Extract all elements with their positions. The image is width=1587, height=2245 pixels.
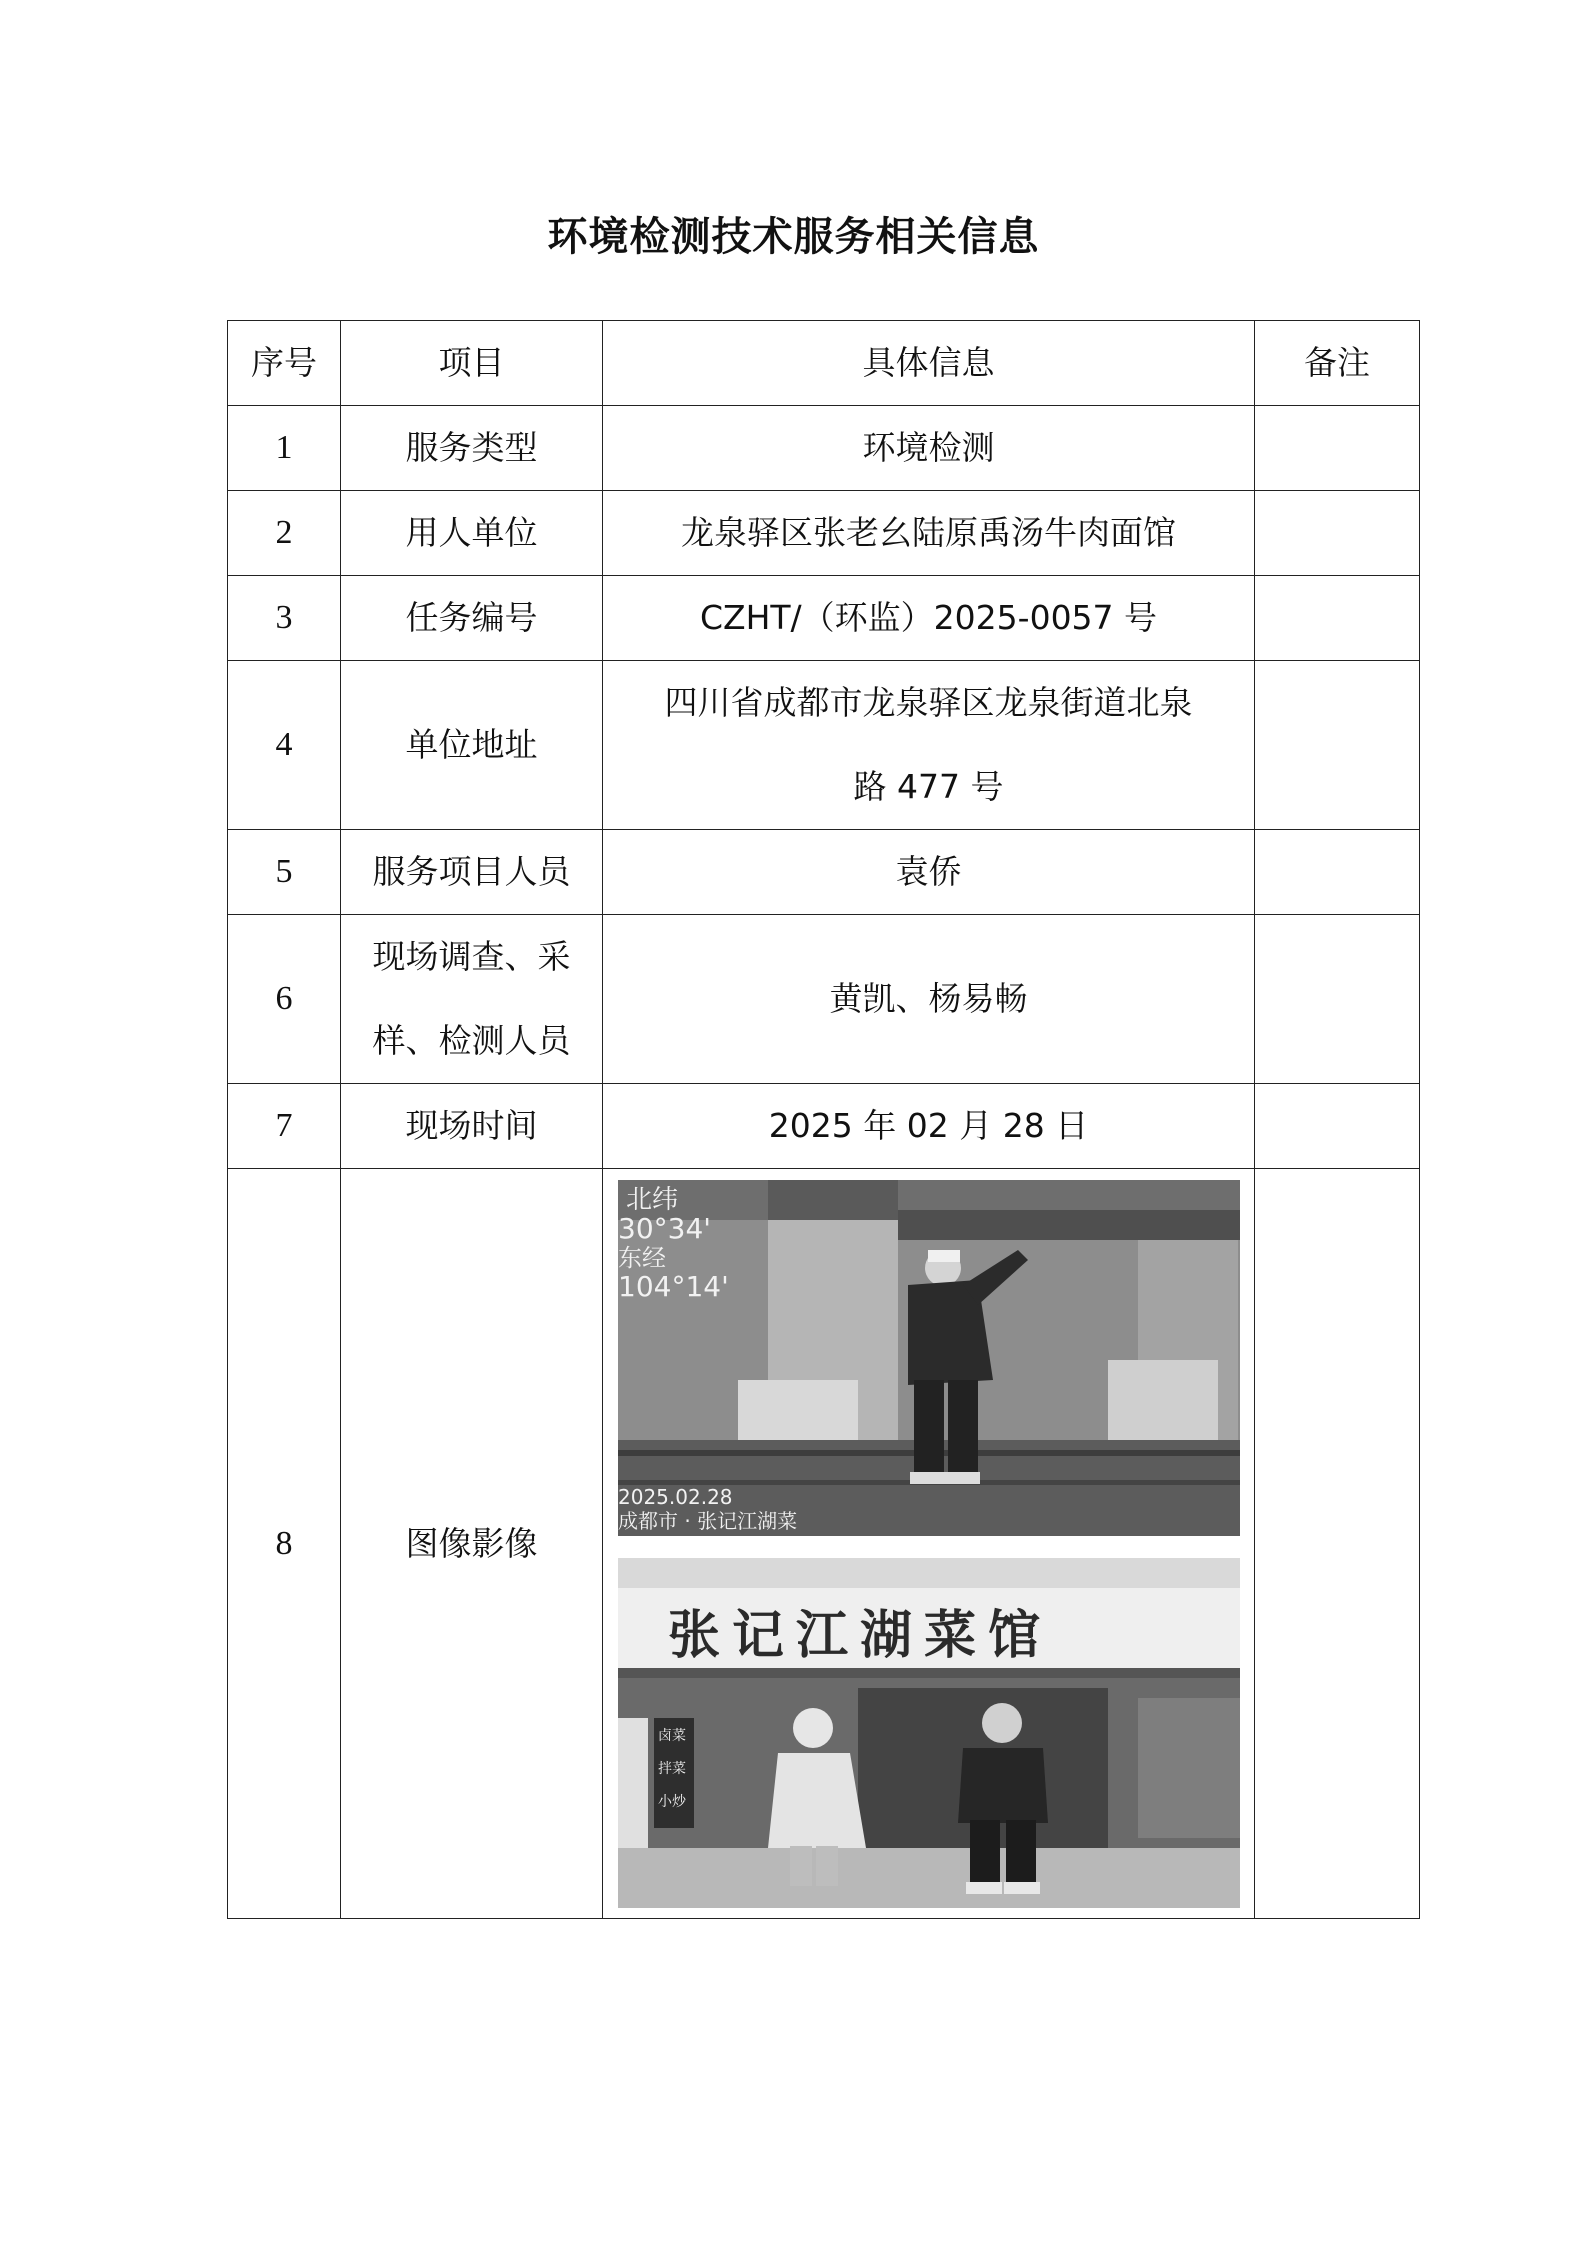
row-note: [1255, 915, 1420, 1084]
header-seq: 序号: [228, 321, 341, 406]
row-item: 单位地址: [341, 661, 603, 830]
row-item: [341, 915, 603, 1084]
side-sign-2: 拌菜: [657, 1760, 686, 1777]
overlay-lat-label: 北纬: [625, 1184, 678, 1215]
table-row: [228, 491, 1420, 576]
table-row: [228, 406, 1420, 491]
item-line-1: 现场调查、采: [372, 937, 571, 976]
table-row: [228, 1169, 1420, 1919]
row-detail: 龙泉驿区张老幺陆原禹汤牛肉面馆: [603, 491, 1255, 576]
row-detail: 环境检测: [603, 406, 1255, 491]
row-detail: 2025 年 02 月 28 日: [603, 1084, 1255, 1169]
row-note: [1255, 1169, 1420, 1919]
row-note: [1255, 576, 1420, 661]
row-seq: 4: [228, 661, 341, 830]
row-seq: 1: [228, 406, 341, 491]
side-sign-1: 卤菜: [657, 1727, 686, 1744]
row-note: [1255, 661, 1420, 830]
header-note: 备注: [1255, 321, 1420, 406]
table-row: [228, 661, 1420, 830]
side-sign-3: 小炒: [657, 1793, 686, 1810]
info-table: [227, 320, 1420, 1919]
row-detail-photos: [603, 1169, 1255, 1919]
sampling-photo: [618, 1180, 1240, 1536]
row-note: [1255, 830, 1420, 915]
address-line-2: 路 477 号: [853, 767, 1004, 806]
storefront-sign: 张记江湖菜馆: [667, 1605, 1052, 1666]
table-header-row: [228, 321, 1420, 406]
storefront-photo-graphic: [618, 1558, 1240, 1908]
row-detail: 黄凯、杨易畅: [603, 915, 1255, 1084]
row-note: [1255, 491, 1420, 576]
row-detail: CZHT/（环监）2025-0057 号: [603, 576, 1255, 661]
header-detail: 具体信息: [603, 321, 1255, 406]
sampling-photo-graphic: [618, 1180, 1240, 1536]
address-line-1: 四川省成都市龙泉驿区龙泉街道北泉: [664, 683, 1193, 722]
storefront-photo: [618, 1558, 1240, 1908]
row-item: 服务项目人员: [341, 830, 603, 915]
table-row: [228, 915, 1420, 1084]
overlay-date: 2025.02.28: [617, 1484, 733, 1509]
overlay-lon-value: 104°14': [617, 1269, 729, 1303]
table-row: [228, 1084, 1420, 1169]
row-seq: 3: [228, 576, 341, 661]
overlay-lat-value: 30°34': [617, 1211, 711, 1245]
row-detail: [603, 661, 1255, 830]
row-seq: 2: [228, 491, 341, 576]
row-item: 图像影像: [341, 1169, 603, 1919]
row-note: [1255, 406, 1420, 491]
row-item: 任务编号: [341, 576, 603, 661]
table-row: [228, 576, 1420, 661]
header-item: 项目: [341, 321, 603, 406]
row-seq: 7: [228, 1084, 341, 1169]
page-title: 环境检测技术服务相关信息: [547, 214, 1040, 260]
row-item: 现场时间: [341, 1084, 603, 1169]
row-detail: 袁侨: [603, 830, 1255, 915]
table-row: [228, 830, 1420, 915]
overlay-lon-label: 东经: [617, 1243, 666, 1272]
overlay-place: 成都市 · 张记江湖菜: [617, 1508, 797, 1533]
row-note: [1255, 1084, 1420, 1169]
row-item: 服务类型: [341, 406, 603, 491]
row-seq: 8: [228, 1169, 341, 1919]
item-line-2: 样、检测人员: [372, 1021, 571, 1060]
row-seq: 6: [228, 915, 341, 1084]
row-seq: 5: [228, 830, 341, 915]
row-item: 用人单位: [341, 491, 603, 576]
